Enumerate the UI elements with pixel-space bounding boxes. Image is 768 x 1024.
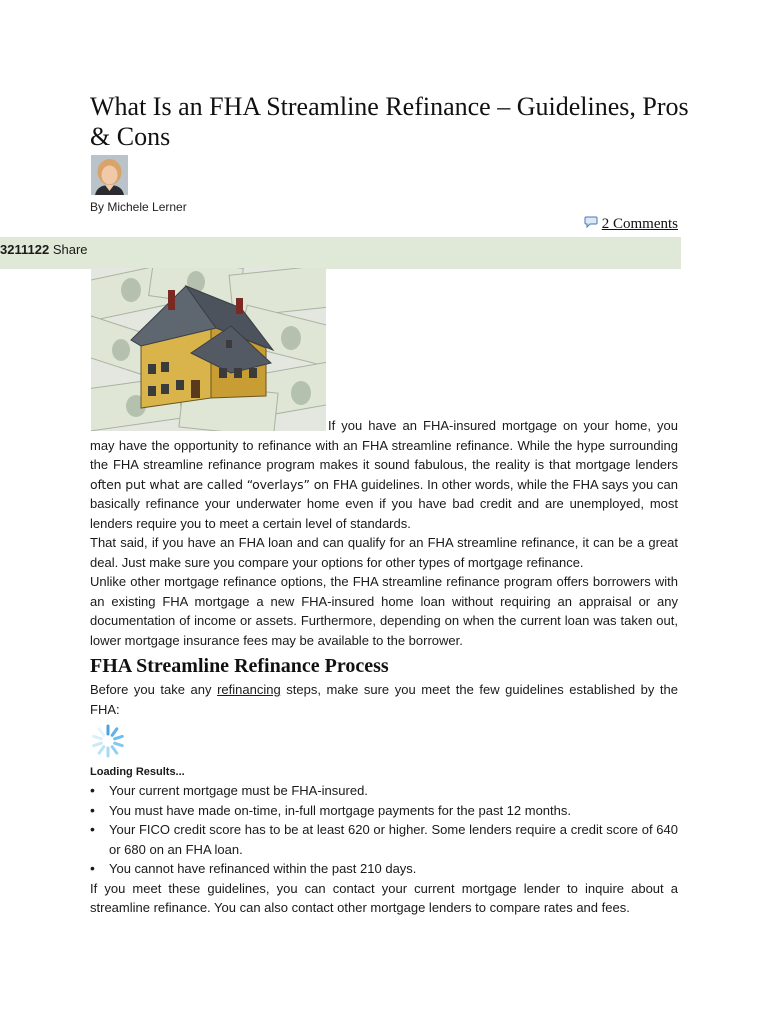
- paragraph-4: Before you take any refinancing steps, make sure you meet the few guidelines established by the FHA:: [90, 682, 678, 717]
- section-heading: FHA Streamline Refinance Process: [90, 655, 389, 677]
- overlays-phrase: often put what are called “overlays” on FHA: [90, 476, 358, 492]
- spinner-icon: [90, 723, 126, 759]
- list-item: • You cannot have refinanced within the past 210 days.: [90, 859, 678, 879]
- paragraph-5: If you meet these guidelines, you can contact your current mortgage lender to inquire about a streamline refinance. You can also contact other mortgage lenders to compare rates and fees.: [90, 880, 678, 915]
- article-body: [90, 416, 678, 918]
- author-byline: By Michele Lerner: [90, 200, 187, 214]
- paragraph-2: That said, if you have an FHA loan and can qualify for an FHA streamline refinance, it can be a great deal. Just make sure you compare your options for other types of mortgage refinance.: [90, 535, 678, 570]
- share-count: 3211122: [0, 242, 50, 257]
- loading-label: Loading Results...: [90, 766, 185, 778]
- list-item: • Your current mortgage must be FHA-insured.: [90, 781, 678, 801]
- comments-link[interactable]: [584, 216, 678, 233]
- share-bar: [0, 237, 681, 269]
- paragraph-3: Unlike other mortgage refinance options, the FHA streamline refinance program offers borrowers with an existing FHA mortgage a new FHA-insured home loan without requiring an appraisal or any documentation of income or assets. Furthermore, depending on when the current loan was taken out, lower mortgage insurance fees may be available to the borrower.: [90, 574, 678, 648]
- house-money-image: [91, 268, 326, 431]
- guidelines-list: [90, 781, 678, 879]
- list-item: • Your FICO credit score has to be at least 620 or higher. Some lenders require a credit score of 640 or 680 on an FHA loan.: [90, 820, 678, 859]
- article-title: What Is an FHA Streamline Refinance – Guidelines, Pros & Cons: [90, 92, 689, 151]
- intro-paragraph: If you have an FHA-insured mortgage on your home, you may have the opportunity to refinance with an FHA streamline refinance. While the hype surrounding the FHA streamline refinance program makes it sound fabulous, the reality is that mortgage lenders often put what are called “overlays” on FHA guidelines. In other words, while the FHA says you can basically refinance your underwater home even if you have bad credit and are unemployed, most lenders require you to meet a certain level of standards.: [90, 418, 678, 531]
- refinancing-link[interactable]: refinancing: [217, 682, 281, 697]
- share-button[interactable]: Share: [52, 242, 88, 257]
- image-float-spacer: [90, 416, 328, 432]
- author-avatar: [91, 155, 128, 195]
- comments-count-link[interactable]: 2 Comments: [601, 216, 678, 232]
- list-item: • You must have made on-time, in-full mortgage payments for the past 12 months.: [90, 801, 678, 821]
- speech-bubble-icon: [584, 216, 598, 233]
